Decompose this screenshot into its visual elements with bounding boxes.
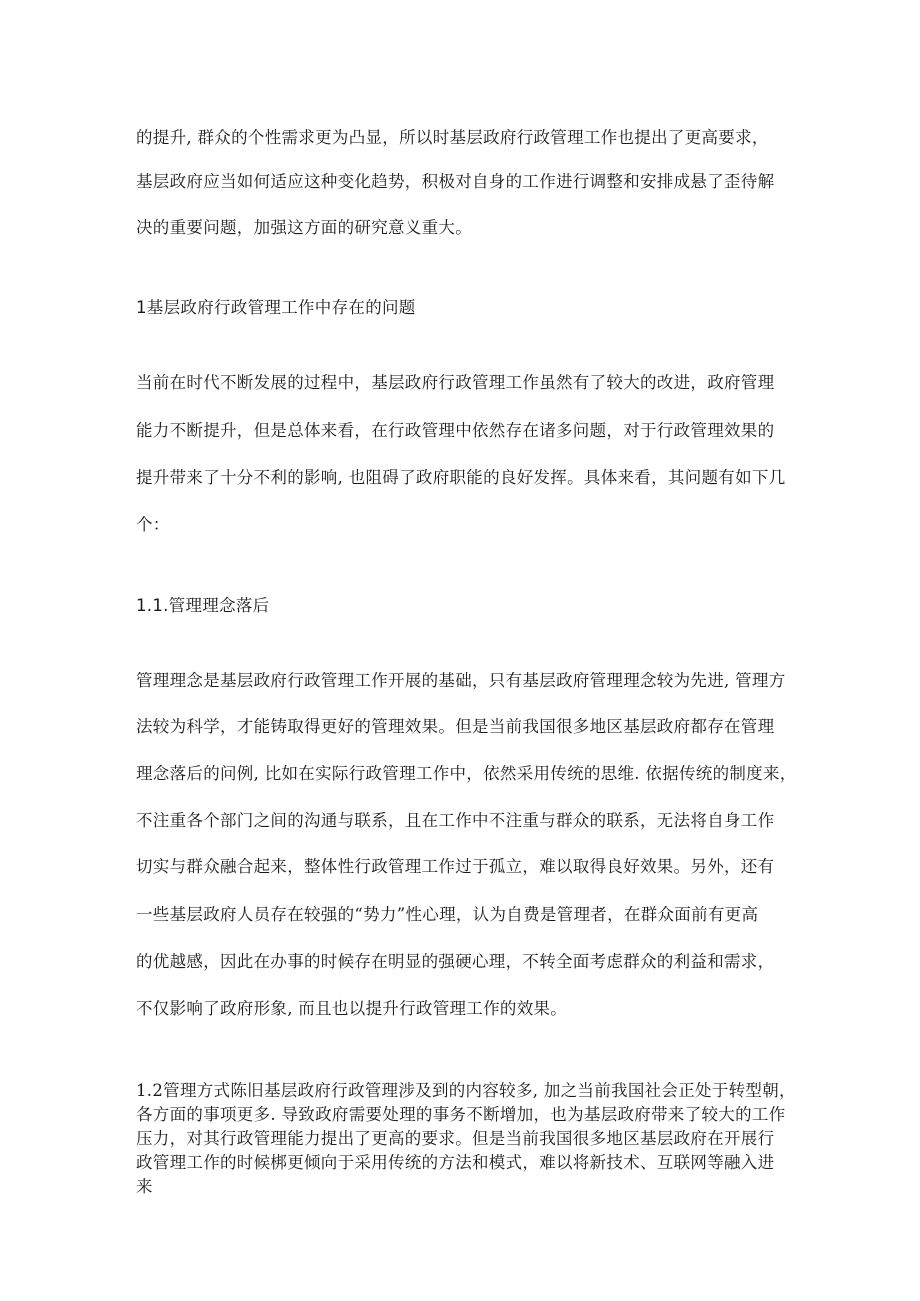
paragraph-line: 来 <box>136 1177 153 1196</box>
paragraph-line: 提升带来了十分不利的影响, 也阻碍了政府职能的良好发挥。具体来看，其问题有如下几 <box>136 468 786 487</box>
paragraph-line: 决的重要问题，加强这方面的研究意义重大。 <box>136 218 472 237</box>
paragraph-line: 个： <box>136 515 170 534</box>
paragraph-line: 的提升, 群众的个性需求更为凸显，所以时基层政府行政管理工作也提出了更高要求， <box>136 128 769 147</box>
paragraph-line: 法较为科学，才能铸取得更好的管理效果。但是当前我国很多地区基层政府都存在管理 <box>136 717 775 736</box>
paragraph-line: 不仅影响了政府形象, 而且也以提升行政管理工作的效果。 <box>136 999 568 1018</box>
paragraph-line: 政管理工作的时候梆更倾向于采用传统的方法和模式，难以将新技术、互联网等融入进 <box>136 1153 775 1172</box>
paragraph-line: 理念落后的问例, 比如在实际行政管理工作中，依然采用传统的思维. 依据传统的制度来， <box>136 764 797 783</box>
paragraph-line: 各方面的事项更多. 导致政府需要处理的事务不断增加，也为基层政府带来了较大的工作 <box>136 1105 786 1124</box>
section-heading: 1基层政府行政管理工作中存在的问题 <box>136 298 416 317</box>
paragraph-line: 一些基层政府人员存在较强的“势力”性心理，认为自费是管理者，在群众面前有更高 <box>136 905 759 924</box>
paragraph-line: 的优越感，因此在办事的时候存在明显的强硬心理，不转全面考虑群众的利益和需求， <box>136 952 775 971</box>
paragraph-line: 不注重各个部门之间的沟通与联系，且在工作中不注重与群众的联系，无法将自身工作 <box>136 811 775 830</box>
paragraph-line: 基层政府应当如何适应这种变化趋势，积极对自身的工作进行调整和安排成悬了歪待解 <box>136 172 775 191</box>
paragraph-line: 切实与群众融合起来，整体性行政管理工作过于孤立，难以取得良好效果。另外，还有 <box>136 857 775 876</box>
paragraph-line: 1.2管理方式陈旧基层政府行政管理涉及到的内容较多, 加之当前我国社会正处于转型朝， <box>136 1081 796 1100</box>
subsection-heading: 1.1.管理理念落后 <box>136 596 270 615</box>
paragraph-line: 压力，对其行政管理能力提出了更高的要求。但是当前我国很多地区基层政府在开展行 <box>136 1129 775 1148</box>
paragraph-line: 能力不断提升，但是总体来看，在行政管理中依然存在诸多问题，对于行政管理效果的 <box>136 421 775 440</box>
paragraph-line: 当前在时代不断发展的过程中，基层政府行政管理工作虽然有了较大的改进，政府管理 <box>136 373 775 392</box>
paragraph-line: 管理理念是基层政府行政管理工作开展的基础，只有基层政府管理理念较为先进, 管理方 <box>136 671 786 690</box>
